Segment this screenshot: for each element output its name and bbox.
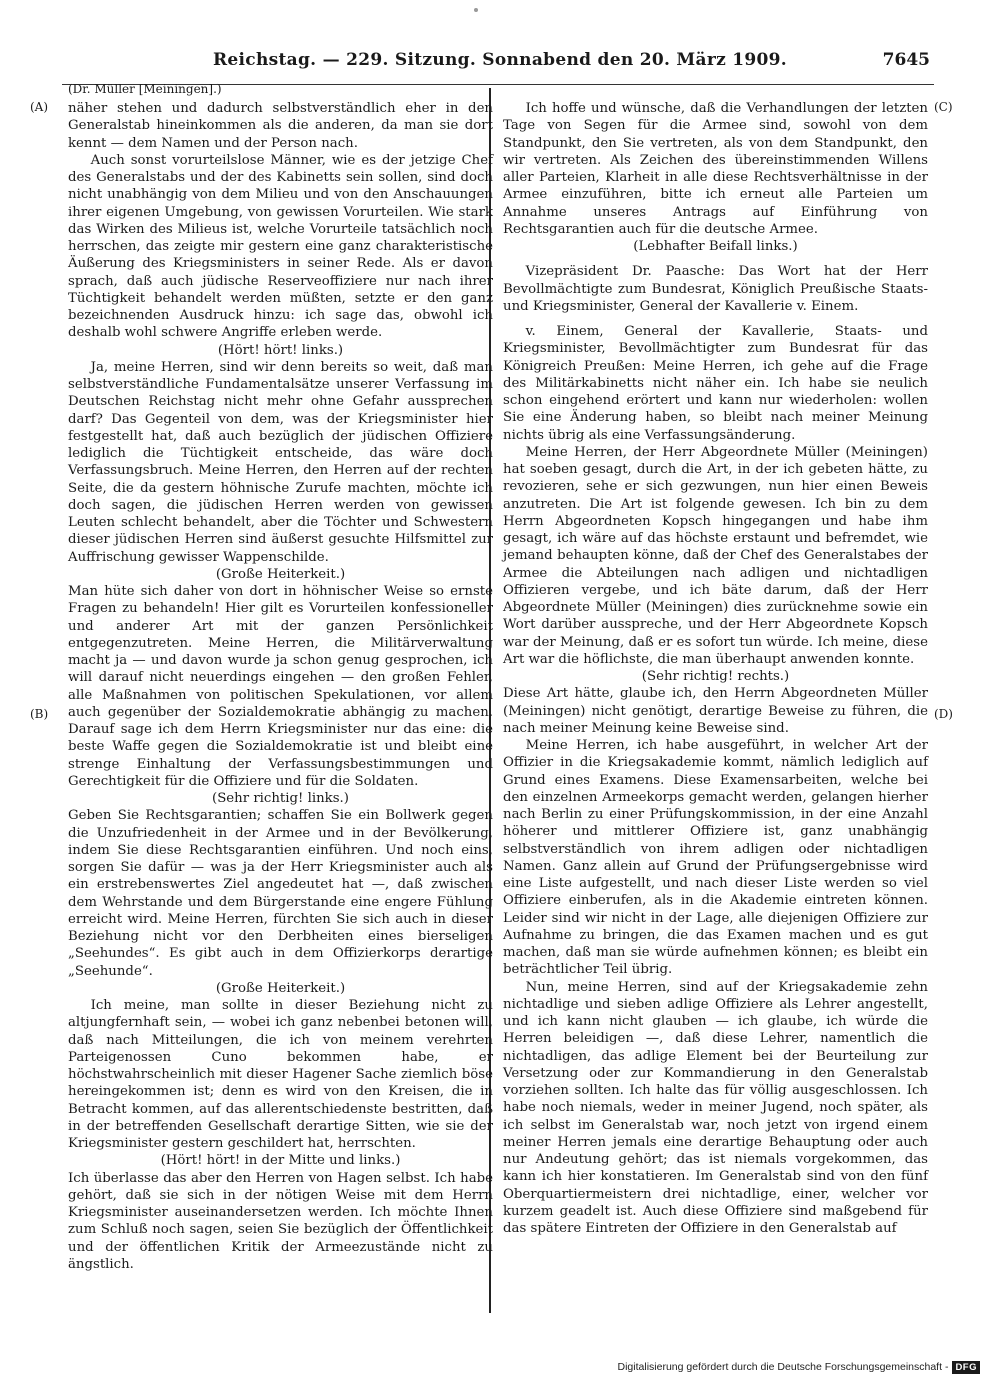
interjection: (Sehr richtig! rechts.) <box>641 669 790 684</box>
margin-marker-b: (B) <box>30 707 49 721</box>
interjection: (Sehr richtig! links.) <box>212 791 349 806</box>
speaker-paragraph: v. Einem, General der Kavallerie, Staats- und Kriegsminister, Bevollmächtigter zum Bundesrat für das Königreich Preußen: Meine Herren, ich gehe auf die Frage des Militärkabinetts nicht näher ein. Ich habe sie neulich schon eingehend erörtert und kann nur wiederholen: wollen Sie eine Änderung haben, so bleibt nach meiner Meinung nichts übrig als eine Verfassungsänderung. <box>503 324 928 443</box>
right-column <box>503 100 928 1237</box>
margin-marker-a: (A) <box>30 100 49 114</box>
paragraph: näher stehen und dadurch selbstverständlich eher in den Generalstab hineinkommen als die anderen, da man sie dort kennt — dem Namen und der Person nach. <box>68 101 493 151</box>
scan-mark <box>474 8 478 12</box>
paragraph: Geben Sie Rechtsgarantien; schaffen Sie ein Bollwerk gegen die Unzufriedenheit in der Armee und in der Bevölkerung, indem Sie diese Rechtsgarantien einführen. Und noch eins, sorgen Sie dafür — was ja der Herr Kriegsminister auch als ein erstrebenswertes Ziel angedeutet hat —, daß zwischen dem Wehrstande und dem Bürgerstande eine engere Fühlung erreicht wird. Meine Herren, fürchten Sie sich auch in dieser Beziehung nicht vor den Derbheiten eines bierseligen „Seehundes“. Es gibt auch in dem Offizierkorps derartige „Seehunde“. <box>68 808 493 979</box>
speaker-intro: Vizepräsident Dr. Paasche: Das Wort hat der Herr Bevollmächtigte zum Bundesrat, Königlich Preußische Staats- und Kriegsminister, General der Kavallerie v. Einem. <box>503 264 928 314</box>
interjection: (Große Heiterkeit.) <box>215 566 346 582</box>
left-column <box>68 100 493 1273</box>
speaker-reference: (Dr. Müller [Meiningen].) <box>68 82 222 96</box>
interjection: (Hört! hört! in der Mitte und links.) <box>160 1153 401 1169</box>
paragraph: Ich meine, man sollte in dieser Beziehung nicht zu altjungfernhaft sein, — wobei ich ganz nebenbei betonen will, daß nach Mitteilungen, die ich von meinem verehrten Parteigenossen Cuno bekommen habe, er höchstwahrscheinlich mit dieser Hagener Sache ziemlich böse hereingekommen ist; denn es wird von den Kreisen, die in Betracht kommen, auf das allerentschiedenste bestritten, daß in der betreffenden Gesellschaft derartige Sitten, wie sie der Kriegsminister gestern geschildert hat, herrschten. <box>68 998 493 1151</box>
paragraph: Man hüte sich daher von dort in höhnischer Weise so ernste Fragen zu behandeln! Hier gilt es Vorurteilen konfessioneller und anderer Art mit der ganzen Persönlichkeit entgegenzutreten. Meine Herren, die Militärverwaltung macht ja — und davon wurde ja schon genug gesprochen, ich will darauf nicht neuerdings eingehen — den großen Fehler, alle Maßnahmen von politischen Spekulationen, vor allem auch gegenüber der Sozialdemokratie abhängig zu machen. Darauf sage ich dem Herrn Kriegsminister nur das eine: die beste Waffe gegen die Sozialdemokratie ist und bleibt eine strenge Einhaltung der Verfassungsbestimmungen und Gerechtigkeit für die Offiziere und für die Soldaten. <box>68 584 493 789</box>
paragraph: Auch sonst vorurteilslose Männer, wie es der jetzige Chef des Generalstabs und der des Kabinetts sein sollen, sind doch nicht unabhängig von dem Milieu und von den Anschauungen ihrer eigenen Umgebung, von gewissen Vorurteilen. Wie stark das Wirken des Milieus ist, welche Vorurteile tatsächlich noch herrschen, das zeigte mir gestern eine ganz charakteristische Äußerung des Kriegsministers in seiner Rede. Als er davon sprach, daß auch jüdische Reserveoffiziere nur nach ihrer Tüchtigkeit behandelt werden müßten, setzte er den ganz bezeichnenden Ausdruck hinzu: ich sage das, obwohl ich deshalb wohl schwere Angriffe erleben werde. <box>68 152 493 341</box>
running-title: Reichstag. — 229. Sitzung. Sonnabend den 20. März 1909. <box>213 50 787 70</box>
dfg-logo-icon: DFG <box>952 1361 980 1374</box>
paragraph: Meine Herren, ich habe ausgeführt, in welcher Art der Offizier in die Kriegsakademie kommt, nämlich lediglich auf Grund eines Examens. Diese Examensarbeiten, welche bei den einzelnen Armeekorps gemacht werden, gelangen hierher nach Berlin zu einer Prüfungskommission, in der eine Anzahl höherer und mittlerer Offiziere ist, ganz unabhängig selbstverständlich von ihrem adligen oder nichtadligen Namen. Ganz allein auf Grund der Prüfungsergebnisse wird eine Liste aufgestellt, und nach dieser Liste werden so viel Offiziere einberufen, als in die Akademie eintreten können. Leider sind wir nicht in der Lage, alle diejenigen Offiziere zur Aufnahme zu bringen, die das Examen machen und es gut machen, daß man sie würde aufnehmen können; es bleibt ein beträchtlicher Teil übrig. <box>503 738 928 978</box>
interjection: (Hört! hört! links.) <box>217 342 344 358</box>
paragraph: Meine Herren, der Herr Abgeordnete Müller (Meiningen) hat soeben gesagt, durch die Art, in der ich gebeten hätte, zu revozieren, sehe er sich gezwungen, nun hier einen Beweis anzutreten. Die Art ist folgende gewesen. Ich bin zu dem Herrn Abgeordneten Kopsch hingegangen und habe ihm gesagt, ich wäre auf das höchste erstaunt und befremdet, wie jemand behaupten könne, daß der Chef des Generalstabes der Armee die Abteilungen nach adligen und nichtadligen Offizieren vergebe, und ich bäte darum, daß der Herr Abgeordnete Müller (Meiningen) dies zurücknehme sowie ein Wort darüber ausspreche, und der Herr Abgeordnete Kopsch war der Meinung, daß er es sofort tun würde. Ich meine, diese Art war die höflichste, die man überhaupt anwenden konnte. <box>503 444 928 667</box>
page-number: 7645 <box>882 50 930 70</box>
funding-note: Digitalisierung gefördert durch die Deutsche Forschungsgemeinschaft - <box>617 1361 949 1373</box>
footer-credit <box>618 1359 980 1375</box>
paragraph: Diese Art hätte, glaube ich, den Herrn Abgeordneten Müller (Meiningen) nicht genötigt, derartige Beweise zu führen, die nach meiner Meinung keine Beweise sind. <box>503 686 928 736</box>
paragraph: Ja, meine Herren, sind wir denn bereits so weit, daß man selbstverständliche Fundamentalsätze unserer Verfassung im Deutschen Reichstag nicht mehr ohne Gefahr aussprechen darf? Das Gegenteil von dem, was der Kriegsminister hier festgestellt hat, daß auch bezüglich der jüdischen Offiziere lediglich die Tüchtigkeit entscheide, das wäre doch Verfassungsbruch. Meine Herren, den Herren auf der rechten Seite, die da gestern höhnische Zurufe machten, möchte ich doch sagen, die jüdischen Herren werden von gewissen Leuten schlecht behandelt, aber die Töchter und Schwestern dieser jüdischen Herren sind äußerst gesuchte Hilfsmittel zur Auffrischung gewisser Wappenschilde. <box>68 359 493 565</box>
paragraph: Ich hoffe und wünsche, daß die Verhandlungen der letzten Tage von Segen für die Armee sind, sowohl von dem Standpunkt, den Sie vertreten, als von dem Standpunkt, den wir vertreten. Als Zeichen des übereinstimmenden Willens aller Parteien, Klarheit in alle diese Rechtsverhältnisse in der Armee einzuführen, bitte ich erneut alle Parteien um Annahme unseres Antrags auf Einführung von Rechtsgarantien auch für die deutsche Armee. <box>503 101 928 237</box>
margin-marker-d: (D) <box>934 707 953 721</box>
margin-marker-c: (C) <box>934 100 953 114</box>
interjection: (Große Heiterkeit.) <box>215 980 346 996</box>
paragraph: Ich überlasse das aber den Herren von Hagen selbst. Ich habe gehört, daß sie sich in der nötigen Weise mit dem Herrn Kriegsminister auseinandersetzen werden. Ich möchte Ihnen zum Schluß noch sagen, seien Sie bezüglich der Öffentlichkeit und der öffentlichen Kritik der Armeezustände nicht zu ängstlich. <box>68 1170 493 1272</box>
interjection: (Lebhafter Beifall links.) <box>633 239 798 254</box>
page-header <box>0 50 1000 78</box>
paragraph: Nun, meine Herren, sind auf der Kriegsakademie zehn nichtadlige und sieben adlige Offiziere als Lehrer angestellt, und ich kann nicht glauben — ich glaube, ich würde die Herren beleidigen —, daß diese Lehrer, namentlich die nichtadligen, das adlige Element bei der Beurteilung zur Versetzung oder zur Kommandierung in den Generalstab vorziehen sollten. Ich halte das für völlig ausgeschlossen. Ich habe noch niemals, weder in meiner Jugend, noch später, als ich selbst im Generalstab war, noch jetzt von irgend einem meiner Herren jemals eine derartige Behauptung oder auch nur Andeutung gehört; das ist niemals vorgekommen, das kann ich hier konstatieren. Im Generalstab sind von den fünf Oberquartiermeistern drei nichtadlige, einer, welcher vor kurzem geadelt ist. Auch diese Offiziere sind maßgebend für das spätere Eintreten der Offiziere in den Generalstab auf <box>503 979 928 1236</box>
